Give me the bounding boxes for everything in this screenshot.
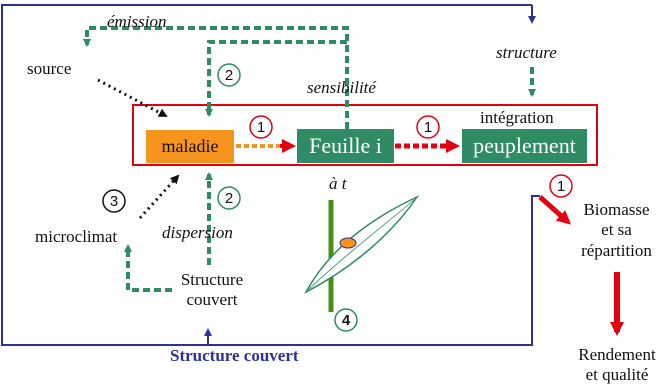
step-3: 3	[109, 192, 119, 210]
peuplement-label: peuplement	[473, 133, 576, 158]
outer-frame	[2, 5, 540, 345]
integration-label: intégration	[480, 108, 554, 127]
maladie-label: maladie	[161, 136, 219, 156]
step-4: 4	[341, 311, 351, 329]
maladie-box	[146, 130, 234, 163]
lesion	[340, 238, 356, 248]
microclimat-to-maladie-arrow	[140, 176, 178, 218]
step-1-biomasse: 1	[556, 177, 566, 195]
bottom-title: Structure couvert	[170, 346, 299, 365]
microclimat-arrow	[128, 246, 172, 290]
biomasse-label: Biomasse et sa répartition	[581, 200, 652, 260]
structure-label: structure	[496, 43, 557, 62]
structure-couvert-label: Structure couvert	[180, 270, 244, 310]
a-t-label: à t	[329, 174, 347, 193]
to-biomasse-arrow	[540, 197, 568, 222]
peuplement-box	[462, 129, 587, 163]
feuille-label: Feuille i	[309, 133, 382, 158]
source-label: source	[27, 59, 72, 78]
step-2-bottom: 2	[224, 189, 234, 207]
sensibilite-label: sensibilité	[307, 78, 376, 97]
feuille-box	[297, 129, 394, 163]
step-1-feuille: 1	[423, 118, 433, 136]
rendement-label: Rendement et qualité	[578, 345, 656, 384]
dispersion-label: dispersion	[162, 223, 233, 242]
step-2-top: 2	[224, 66, 234, 84]
microclimat-label: microclimat	[35, 227, 118, 246]
step-1-maladie: 1	[256, 118, 266, 136]
emission-label: émission	[107, 12, 167, 31]
